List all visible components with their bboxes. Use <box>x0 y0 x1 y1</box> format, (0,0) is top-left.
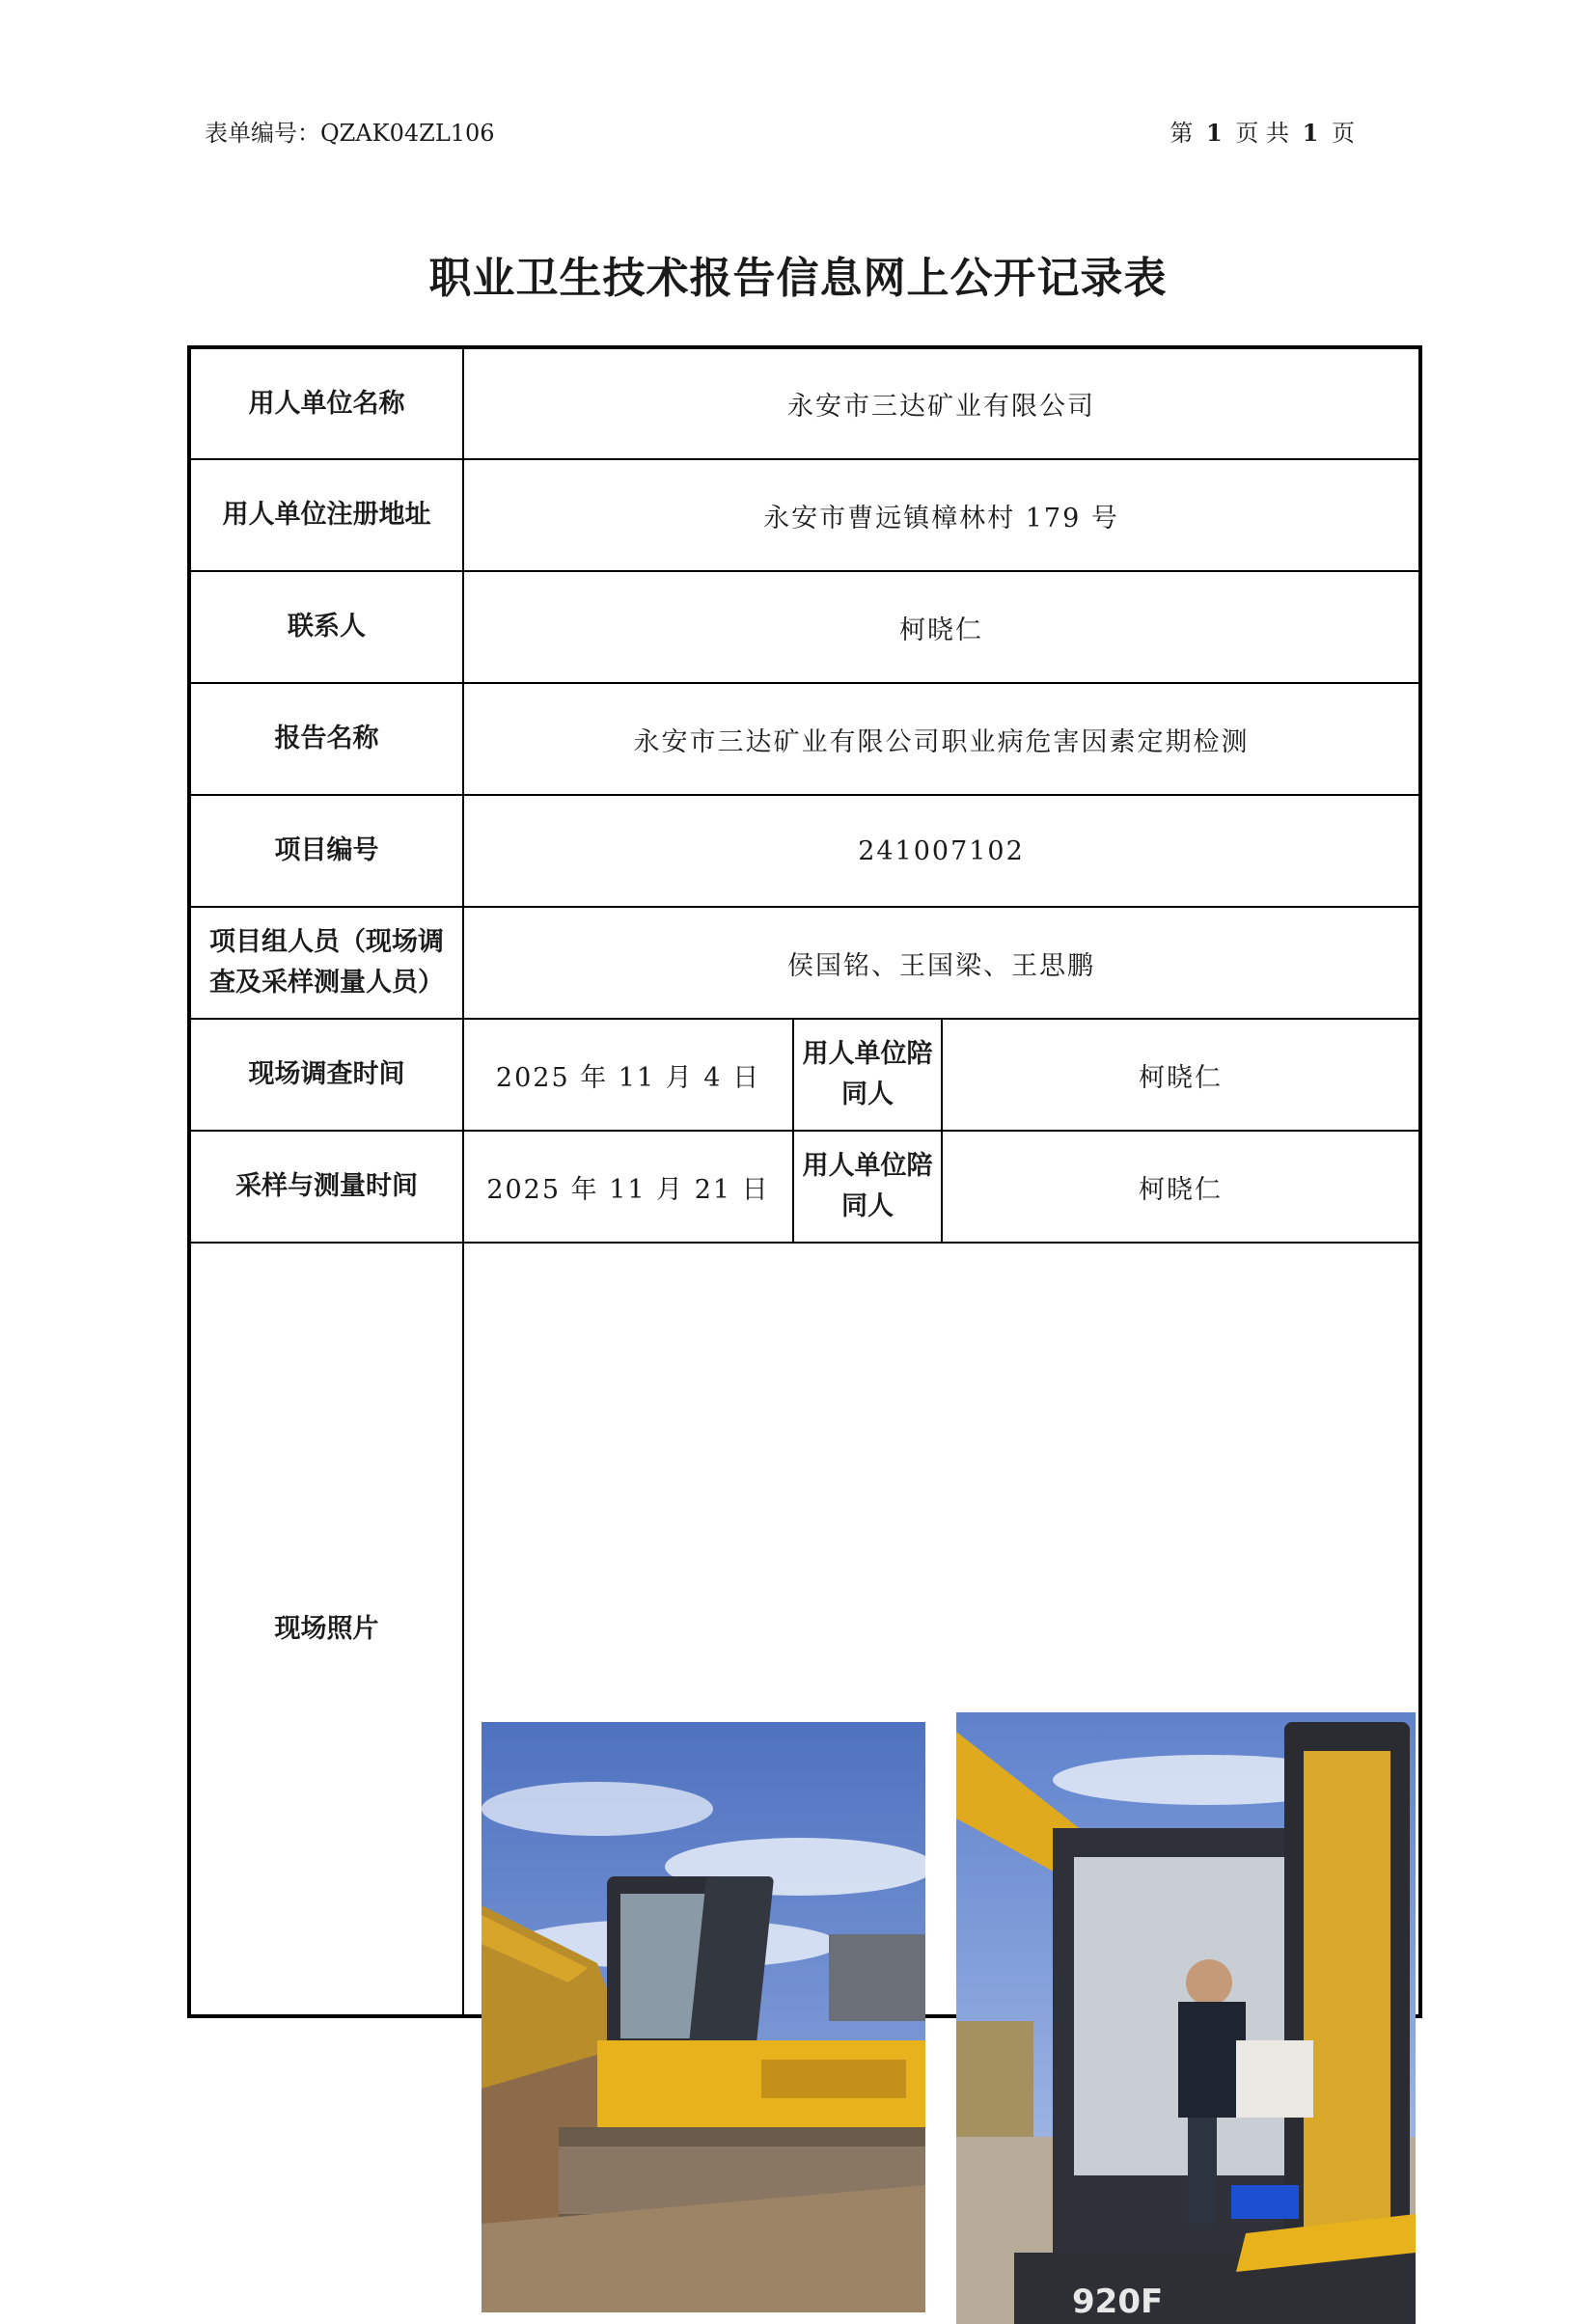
sampling-escort-value: 柯晓仁 <box>942 1131 1420 1243</box>
employer-name-label: 用人单位名称 <box>189 347 463 459</box>
table-row <box>189 1019 1420 1131</box>
project-no-label: 项目编号 <box>189 795 463 907</box>
record-table <box>187 345 1422 2321</box>
table-row <box>189 459 1420 571</box>
survey-time-label: 现场调查时间 <box>189 1019 463 1131</box>
form-number: 表单编号：QZAK04ZL106 <box>205 120 495 147</box>
employer-address-value: 永安市曹远镇樟林村 179 号 <box>463 459 1420 571</box>
employer-address-label: 用人单位注册地址 <box>189 459 463 571</box>
sampling-time-value: 2025 年 11 月 21 日 <box>463 1131 793 1243</box>
sampling-time-label: 采样与测量时间 <box>189 1131 463 1243</box>
table-row <box>189 683 1420 795</box>
sampling-escort-label: 用人单位陪同人 <box>793 1131 942 1243</box>
page-label-b: 页 共 <box>1235 120 1290 147</box>
page-indicator <box>1169 114 1355 148</box>
table-row <box>189 347 1420 459</box>
machine-model-text: 920F <box>1072 2282 1164 2321</box>
survey-escort-value: 柯晓仁 <box>942 1019 1420 1131</box>
photos-label: 现场照片 <box>189 1243 463 2016</box>
team-value: 侯国铭、王国梁、王思鹏 <box>463 907 1420 1019</box>
report-name-value: 永安市三达矿业有限公司职业病危害因素定期检测 <box>463 683 1420 795</box>
team-label: 项目组人员（现场调查及采样测量人员） <box>189 907 463 1019</box>
report-name-label: 报告名称 <box>189 683 463 795</box>
table-row <box>189 571 1420 683</box>
survey-escort-label: 用人单位陪同人 <box>793 1019 942 1131</box>
photos-cell <box>463 1243 1420 2321</box>
page-total: 1 <box>1302 119 1319 147</box>
page-label-a: 第 <box>1169 120 1194 147</box>
table-row <box>189 907 1420 1019</box>
contact-label: 联系人 <box>189 571 463 683</box>
table-row <box>189 795 1420 907</box>
project-no-value: 241007102 <box>463 795 1420 907</box>
table-row <box>189 1131 1420 1243</box>
page-current: 1 <box>1206 119 1223 147</box>
employer-name-value: 永安市三达矿业有限公司 <box>463 347 1420 459</box>
site-photo-excavator-1 <box>482 1722 925 2312</box>
contact-value: 柯晓仁 <box>463 571 1420 683</box>
table-row <box>189 1243 1420 2016</box>
site-photo-excavator-2 <box>956 1712 1416 2324</box>
page-label-c: 页 <box>1332 120 1355 147</box>
page-title: 职业卫生技术报告信息网上公开记录表 <box>428 254 1168 303</box>
survey-time-value: 2025 年 11 月 4 日 <box>463 1019 793 1131</box>
